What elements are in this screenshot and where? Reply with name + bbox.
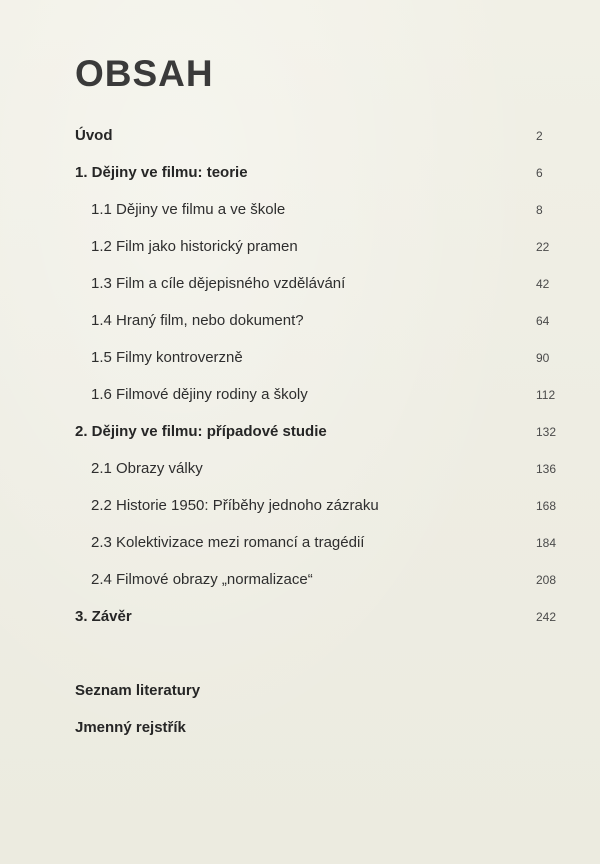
- toc-page-number: 208: [536, 573, 557, 587]
- toc-page-number: 132: [536, 425, 557, 439]
- toc-entry-label: 2.2 Historie 1950: Příběhy jednoho zázraku: [91, 497, 379, 514]
- toc-row-1-4: [0, 309, 600, 333]
- toc-entry-label: 2.3 Kolektivizace mezi romancí a tragédií: [91, 534, 365, 551]
- toc-page-number: 90: [536, 351, 550, 365]
- toc-page-number: 112: [536, 388, 556, 402]
- toc-entry-label: Úvod: [75, 127, 113, 144]
- toc-entry-label: 1.2 Film jako historický pramen: [91, 238, 298, 255]
- toc-page-number: 6: [536, 166, 543, 180]
- toc-page-number: 64: [536, 314, 550, 328]
- page-title: OBSAH: [75, 53, 214, 94]
- toc-page-number: 168: [536, 499, 557, 513]
- toc-entry-label: 1.3 Film a cíle dějepisného vzdělávání: [91, 275, 346, 292]
- toc-page-number: 2: [536, 129, 543, 143]
- toc-row-1-2: [0, 235, 600, 259]
- toc-row-2-4: [0, 568, 600, 592]
- toc-entry-label: 2. Dějiny ve filmu: případové studie: [75, 423, 327, 440]
- toc-row-chapter-2: [0, 420, 600, 444]
- toc-entry-label: 1. Dějiny ve filmu: teorie: [75, 164, 248, 181]
- toc-entry-label: 2.1 Obrazy války: [91, 460, 203, 477]
- toc-row-1-3: [0, 272, 600, 296]
- name-index-entry: Jmenný rejstřík: [75, 719, 186, 736]
- toc-row-2-2: [0, 494, 600, 518]
- toc-page-number: 22: [536, 240, 550, 254]
- toc-page-number: 184: [536, 536, 557, 550]
- toc-row-chapter-1: [0, 161, 600, 185]
- toc-entry-label: 1.6 Filmové dějiny rodiny a školy: [91, 386, 308, 403]
- toc-row-intro: [0, 124, 600, 148]
- toc-row-1-5: [0, 346, 600, 370]
- toc-row-2-1: [0, 457, 600, 481]
- toc-row-chapter-3: [0, 605, 600, 629]
- toc-row-2-3: [0, 531, 600, 555]
- toc-row-1-1: [0, 198, 600, 222]
- toc-page-number: 242: [536, 610, 557, 624]
- toc-page-number: 42: [536, 277, 550, 291]
- toc-row-1-6: [0, 383, 600, 407]
- toc-entry-label: 1.1 Dějiny ve filmu a ve škole: [91, 201, 286, 218]
- toc-entry-label: 3. Závěr: [75, 608, 132, 625]
- bibliography-entry: Seznam literatury: [75, 682, 201, 699]
- toc-page-number: 8: [536, 203, 543, 217]
- toc-entry-label: 1.4 Hraný film, nebo dokument?: [91, 312, 304, 329]
- toc-entry-label: 1.5 Filmy kontroverzně: [91, 349, 243, 366]
- toc-entry-label: 2.4 Filmové obrazy „normalizace“: [91, 571, 313, 588]
- toc-page-number: 136: [536, 462, 557, 476]
